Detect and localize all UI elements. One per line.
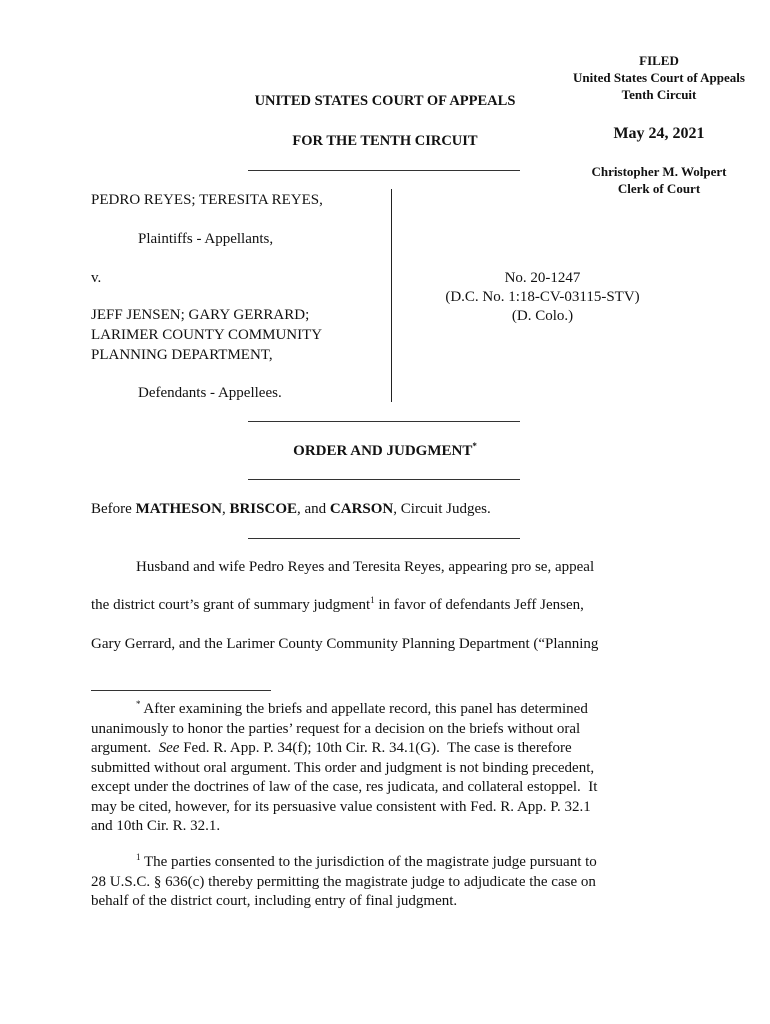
filed-label: FILED xyxy=(639,53,679,68)
panel-rule xyxy=(248,538,520,539)
clerk-title: Clerk of Court xyxy=(617,181,701,196)
district-case-number: (D.C. No. 1:18-CV-03115-STV) xyxy=(445,289,640,305)
court-name: UNITED STATES COURT OF APPEALS xyxy=(254,93,516,109)
footnote-1-line-2: 28 U.S.C. § 636(c) thereby permitting the magistrate judge to adjudicate the case on xyxy=(91,873,596,890)
footnote-1-marker: 1 xyxy=(136,852,141,862)
document-title xyxy=(200,443,570,460)
body-line-2 xyxy=(91,597,584,614)
footnote-1-line-1: $^1$ The parties consented to the jurisdiction of the magistrate judge pursuant to xyxy=(136,852,597,870)
plaintiffs-role: Plaintiffs - Appellants, xyxy=(138,231,274,247)
panel-sep-2: , and xyxy=(297,501,330,517)
title-footnote-marker: * xyxy=(472,441,477,451)
title-rule xyxy=(248,479,520,480)
footnote-star-marker: * xyxy=(136,699,141,709)
panel-sep-1: , xyxy=(221,501,230,517)
defendants-line-1: JEFF JENSEN; GARY GERRARD; xyxy=(91,307,310,323)
panel-suffix: , Circuit Judges. xyxy=(393,501,491,517)
heading-rule xyxy=(248,170,520,171)
footnote-1-ref: 1 xyxy=(370,595,375,605)
district-court: (D. Colo.) xyxy=(511,308,574,324)
plaintiffs-names: PEDRO REYES; TERESITA REYES, xyxy=(91,192,323,208)
caption-divider xyxy=(391,189,392,402)
filed-stamp xyxy=(550,52,768,103)
footnote-star-line-6: may be cited, however, for its persuasive value consistent with Fed. R. App. P. 32.1 xyxy=(91,798,591,815)
footnote-separator xyxy=(91,690,271,691)
title-text: ORDER AND JUDGMENT xyxy=(293,443,473,459)
case-number: No. 20-1247 xyxy=(504,270,581,286)
body-line-3: Gary Gerrard, and the Larimer County Community Planning Department (“Planning xyxy=(91,636,599,652)
panel-line xyxy=(91,501,491,518)
footnote-star-line-1: * After examining the briefs and appellate record, this panel has determined xyxy=(136,699,588,717)
footnote-star-line-4: submitted without oral argument. This order and judgment is not binding precedent, xyxy=(91,759,595,776)
body-line-2a: the district court’s grant of summary judgment xyxy=(91,597,371,613)
defendants-line-2: LARIMER COUNTY COMMUNITY xyxy=(91,327,323,343)
filed-court: United States Court of Appeals xyxy=(573,70,745,85)
judge-matheson: MATHESON xyxy=(135,501,222,517)
body-line-2b: in favor of defendants Jeff Jensen, xyxy=(374,597,584,613)
judge-briscoe: BRISCOE xyxy=(229,501,297,517)
filed-circuit: Tenth Circuit xyxy=(621,87,697,102)
defendants-role: Defendants - Appellees. xyxy=(138,385,282,401)
body-line-1: Husband and wife Pedro Reyes and Teresita Reyes, appearing pro se, appeal xyxy=(136,559,595,575)
versus: v. xyxy=(91,270,102,286)
footnote-1 xyxy=(91,853,597,912)
defendants-line-3: PLANNING DEPARTMENT, xyxy=(91,347,273,363)
judge-carson: CARSON xyxy=(329,501,394,517)
panel-prefix: Before xyxy=(91,501,136,517)
filed-date: May 24, 2021 xyxy=(613,125,705,142)
court-circuit: FOR THE TENTH CIRCUIT xyxy=(292,133,478,149)
clerk-name: Christopher M. Wolpert xyxy=(591,164,727,179)
footnote-1-line-3: behalf of the district court, including entry of final judgment. xyxy=(91,893,458,909)
footnote-star-line-3: argument. See Fed. R. App. P. 34(f); 10th Cir. R. 34.1(G). The case is therefore xyxy=(91,740,572,756)
footnote-star xyxy=(91,700,597,837)
footnote-star-line-2: unanimously to honor the parties’ request for a decision on the briefs without oral xyxy=(91,720,581,737)
footnote-star-line-7: and 10th Cir. R. 32.1. xyxy=(91,818,221,834)
caption-bottom-rule xyxy=(248,421,520,422)
footnote-star-line-5: except under the doctrines of law of the case, res judicata, and collateral estoppel. It xyxy=(91,779,598,795)
clerk-block xyxy=(550,163,768,197)
